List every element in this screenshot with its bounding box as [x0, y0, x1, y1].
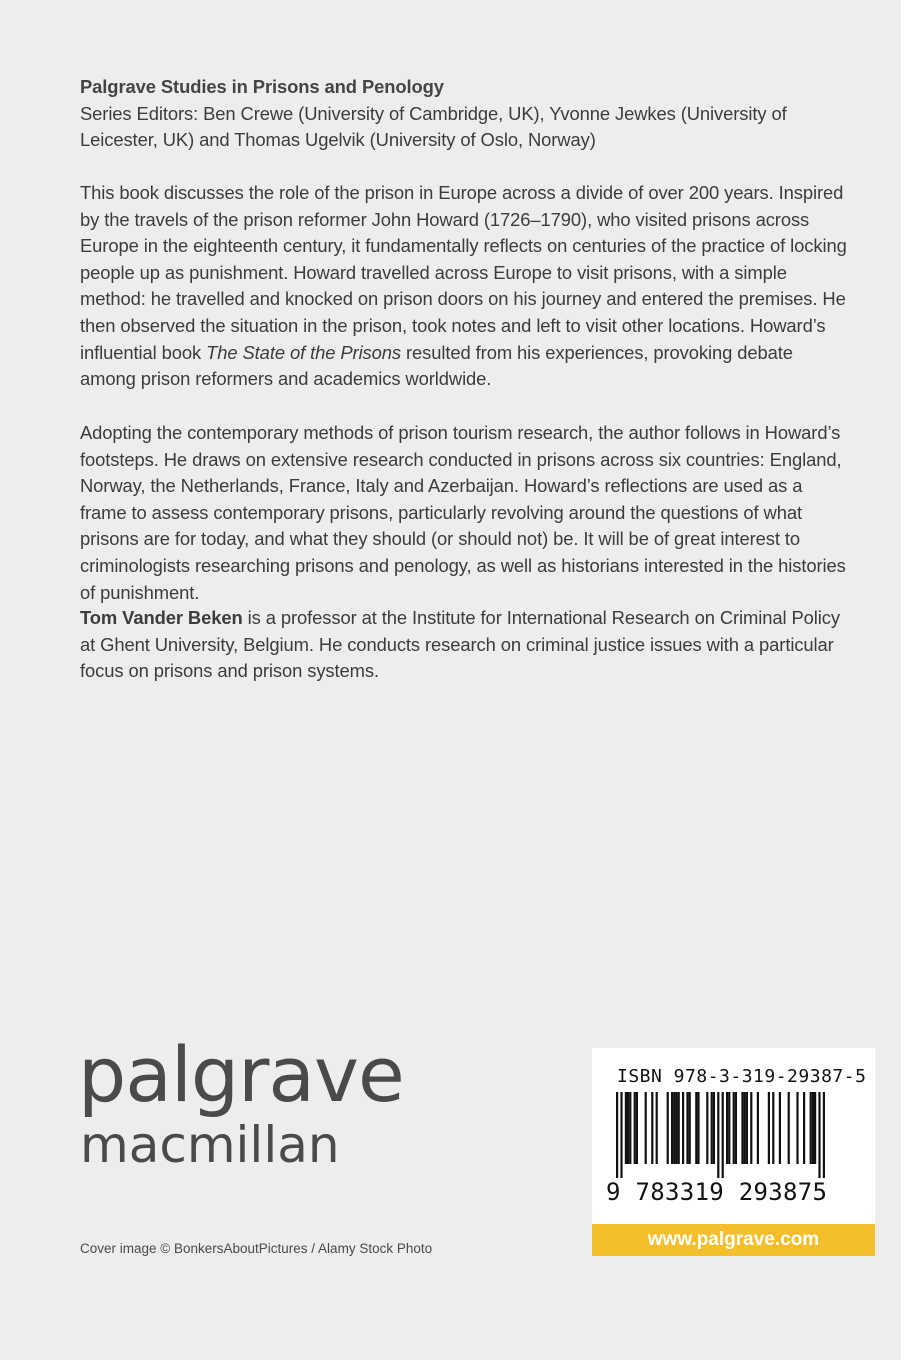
barcode-bar — [812, 1092, 814, 1164]
logo-line-macmillan: macmillan — [80, 1116, 340, 1174]
author-bio-text: is a professor at the Institute for International Research on Criminal Policy at Ghent University, Belgium. He conducts research on criminal justice issues with a particular focus on prisons and prison systems. — [80, 607, 840, 682]
barcode-bar — [675, 1092, 677, 1164]
barcode-bar — [750, 1092, 752, 1164]
description-paragraph-1 — [80, 180, 850, 393]
barcode-bar — [625, 1092, 627, 1164]
description-text: This book discusses the role of the prison in Europe across a divide of over 200 years. Inspired by the travels of the prison reformer John Howard (1726–1790), who visited prisons across Europe in the eighteenth century, it fundamentally reflects on centuries of the practice of locking people up as punishment. Howard travelled across Europe to visit prisons, with a simple method: he travelled and knocked on prison doors on his journey and entered the premises. He then observed the situation in the prison, took notes and left to visit other locations. Howard’s influential book — [80, 182, 847, 363]
barcode-bar — [713, 1092, 715, 1164]
barcode-bar — [634, 1092, 636, 1164]
barcode-bars — [606, 1092, 846, 1182]
barcode-bar — [768, 1092, 770, 1164]
barcode-bar — [671, 1092, 673, 1164]
series-info — [80, 74, 850, 154]
barcode-bar — [810, 1092, 812, 1164]
barcode-bar — [746, 1092, 748, 1164]
barcode-bar — [706, 1092, 708, 1164]
barcode-bar — [814, 1092, 816, 1164]
barcode-bar — [686, 1092, 688, 1164]
barcode-bar — [629, 1092, 631, 1164]
barcode-bar — [717, 1092, 719, 1178]
barcode-bar — [722, 1092, 724, 1178]
barcode-bar — [627, 1092, 629, 1164]
barcode-bar — [673, 1092, 675, 1164]
barcode-bar — [678, 1092, 680, 1164]
barcode-bar — [779, 1092, 781, 1164]
barcode-bar — [823, 1092, 825, 1178]
book-title-italic: The State of the Prisons — [206, 341, 402, 363]
barcode-bar — [667, 1092, 669, 1164]
barcode-bar — [733, 1092, 735, 1164]
barcode-bar — [616, 1092, 618, 1178]
barcode-bar — [689, 1092, 691, 1164]
barcode-bar — [711, 1092, 713, 1164]
barcode-bar — [757, 1092, 759, 1164]
barcode-digits: 9 783319 293875 — [606, 1178, 828, 1206]
barcode-bar — [695, 1092, 697, 1164]
barcode-bar — [682, 1092, 684, 1164]
barcode-bar — [741, 1092, 743, 1164]
barcode-bar — [796, 1092, 798, 1164]
cover-image-credit: Cover image © BonkersAboutPictures / Alamy Stock Photo — [80, 1241, 433, 1256]
barcode-bar — [645, 1092, 647, 1164]
barcode-bar — [772, 1092, 774, 1164]
barcode-bar — [803, 1092, 805, 1164]
description-paragraph-2 — [80, 420, 850, 606]
author-name: Tom Vander Beken — [80, 607, 243, 628]
barcode-bar — [735, 1092, 737, 1164]
barcode-bar — [620, 1092, 622, 1178]
barcode-bar — [788, 1092, 790, 1164]
barcode-bar — [656, 1092, 658, 1164]
barcode-panel — [592, 1048, 875, 1256]
barcode-bar — [728, 1092, 730, 1164]
barcode-bar — [697, 1092, 699, 1164]
description-text: resulted from his experiences, provoking debate among prison reformers and academics worldwide. — [80, 341, 793, 390]
logo-line-palgrave: palgrave — [78, 1030, 404, 1119]
barcode-bar — [651, 1092, 653, 1164]
series-title: Palgrave Studies in Prisons and Penology — [80, 76, 444, 97]
barcode-bar — [744, 1092, 746, 1164]
description-text: Adopting the contemporary methods of prison tourism research, the author follows in Howard’s footsteps. He draws on extensive research conducted in prisons across six countries: England, Norway, the Netherlands, France, Italy and Azerbaijan. Howard’s reflections are used as a frame to assess contemporary prisons, particularly revolving around the questions of what prisons are for today, and what they should (or should not) be. It will be of great interest to criminologists researching prisons and penology, as well as historians interested in the histories of punishment. — [80, 422, 846, 603]
barcode-bar — [818, 1092, 820, 1178]
author-bio — [80, 605, 850, 685]
series-editors: Series Editors: Ben Crewe (University of Cambridge, UK), Yvonne Jewkes (University of Leicester, UK) and Thomas Ugelvik (University of Oslo, Norway) — [80, 102, 787, 151]
isbn-label: ISBN 978-3-319-29387-5 — [617, 1066, 867, 1087]
barcode-bar — [636, 1092, 638, 1164]
publisher-url: www.palgrave.com — [592, 1224, 875, 1256]
barcode-bar — [726, 1092, 728, 1164]
